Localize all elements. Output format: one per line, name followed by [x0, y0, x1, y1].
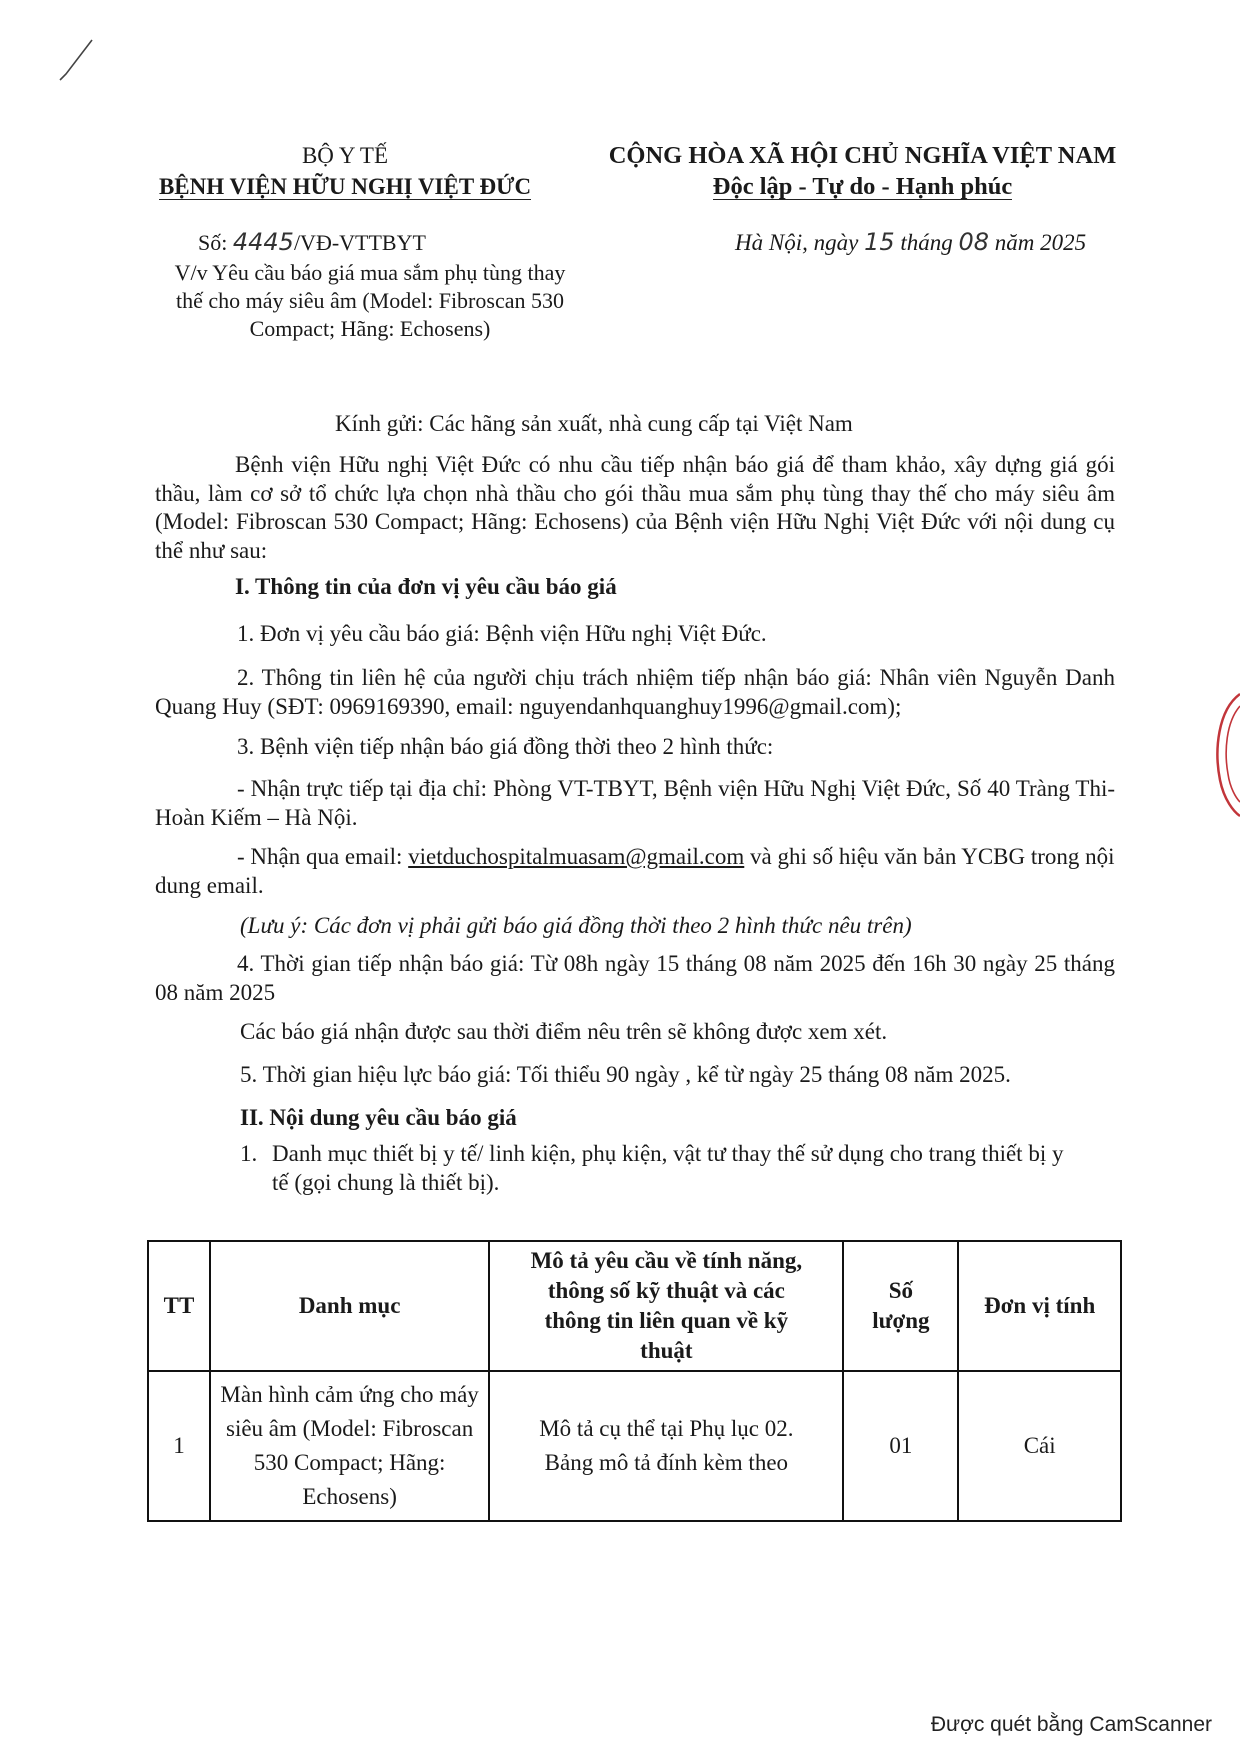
cell-description: Mô tả cụ thể tại Phụ lục 02. Bảng mô tả đính kèm theo: [489, 1371, 843, 1521]
cell-category: Màn hình cảm ứng cho máy siêu âm (Model: Fibroscan 530 Compact; Hãng: Echosens): [210, 1371, 489, 1521]
section-1-note: (Lưu ý: Các đơn vị phải gửi báo giá đồng thời theo 2 hình thức nêu trên): [240, 913, 912, 938]
section-1-item-3a: - Nhận trực tiếp tại địa chỉ: Phòng VT-TBYT, Bệnh viện Hữu Nghị Việt Đức, Số 40 Tràng Thi- Hoàn Kiếm – Hà Nội.: [155, 776, 1115, 830]
recipient-line: Kính gửi: Các hãng sản xuất, nhà cung cấp tại Việt Nam: [335, 411, 853, 436]
nation-title: CỘNG HÒA XÃ HỘI CHỦ NGHĨA VIỆT NAM: [608, 142, 1117, 169]
cell-quantity: 01: [843, 1371, 958, 1521]
procurement-email-link[interactable]: vietduchospitalmuasam@gmail.com: [408, 844, 745, 869]
scanner-watermark: Được quét bằng CamScanner: [930, 1713, 1212, 1736]
section-1-title: I. Thông tin của đơn vị yêu cầu báo giá: [235, 574, 617, 599]
header-unit: Đơn vị tính: [958, 1241, 1121, 1371]
hospital-name-text: BỆNH VIỆN HỮU NGHỊ VIỆT ĐỨC: [158, 174, 532, 199]
section-1-item-3b: [155, 843, 1115, 900]
cell-tt: 1: [148, 1371, 210, 1521]
section-1-item-5: 5. Thời gian hiệu lực báo giá: Tối thiểu 90 ngày , kể từ ngày 25 tháng 08 năm 2025.: [240, 1062, 1011, 1087]
issuer-block: [130, 140, 560, 202]
date-year: năm 2025: [994, 230, 1087, 255]
document-number-handwritten: 4445: [232, 228, 294, 256]
section-2-item-1-number: 1.: [240, 1141, 258, 1166]
red-seal-fragment: [1210, 690, 1240, 820]
national-header: [585, 140, 1140, 202]
cell-unit: Cái: [958, 1371, 1121, 1521]
subject-line: V/v Yêu cầu báo giá mua sắm phụ tùng thay thế cho máy siêu âm (Model: Fibroscan 530 Compact; Hãng: Echosens): [174, 260, 566, 341]
ministry-name: BỘ Y TẾ: [301, 143, 389, 168]
section-1-item-3: 3. Bệnh viện tiếp nhận báo giá đồng thời theo 2 hình thức:: [237, 734, 774, 759]
document-number-suffix: /VĐ-VTTBYT: [293, 230, 426, 255]
pen-mark: [58, 36, 98, 86]
date-day-handwritten: 15: [864, 228, 895, 256]
header-tt: TT: [148, 1241, 210, 1371]
section-1-item-4: 4. Thời gian tiếp nhận báo giá: Từ 08h ngày 15 tháng 08 năm 2025 đến 16h 30 ngày 25 tháng 08 năm 2025: [155, 951, 1115, 1005]
section-2-title: II. Nội dung yêu cầu báo giá: [240, 1105, 517, 1130]
section-1-item-2: 2. Thông tin liên hệ của người chịu trách nhiệm tiếp nhận báo giá: Nhân viên Nguyễn Danh Quang Huy (SĐT: 0969169390, email: nguyendanhquanghuy1996@gmail.com);: [155, 665, 1115, 719]
table-header-row: [148, 1241, 1121, 1371]
items-table: [147, 1240, 1122, 1522]
section-1-item-1: 1. Đơn vị yêu cầu báo giá: Bệnh viện Hữu nghị Việt Đức.: [237, 621, 767, 646]
date-month-handwritten: 08: [958, 228, 990, 256]
header-description: Mô tả yêu cầu về tính năng, thông số kỹ thuật và các thông tin liên quan về kỹ thuật: [489, 1241, 843, 1371]
section-2-item-1: Danh mục thiết bị y tế/ linh kiện, phụ kiện, vật tư thay thế sử dụng cho trang thiết bị y tế (gọi chung là thiết bị).: [272, 1141, 1064, 1195]
table-row: [148, 1371, 1121, 1521]
document-number: [198, 228, 426, 256]
header-quantity: Số lượng: [843, 1241, 958, 1371]
hospital-name: [130, 171, 560, 202]
document-number-label: Số:: [198, 230, 228, 255]
document-date: [735, 228, 1086, 256]
date-prefix: Hà Nội, ngày: [735, 230, 859, 255]
email-suffix: và ghi số hiệu văn bản YCBG trong nội dung email.: [155, 844, 1115, 898]
motto: Độc lập - Tự do - Hạnh phúc: [712, 173, 1013, 200]
date-month-label: tháng: [900, 230, 953, 255]
intro-paragraph: Bệnh viện Hữu nghị Việt Đức có nhu cầu tiếp nhận báo giá để tham khảo, xây dựng giá gói thầu, làm cơ sở tổ chức lựa chọn nhà thầu cho gói thầu mua sắm phụ tùng thay thế cho máy siêu âm (Model: Fibroscan 530 Compact; Hãng: Echosens) của Bệnh viện Hữu Nghị Việt Đức với nội dung cụ thể như sau:: [155, 452, 1115, 563]
email-prefix: - Nhận qua email:: [237, 844, 409, 869]
header-category: Danh mục: [210, 1241, 489, 1371]
section-1-item-4-note: Các báo giá nhận được sau thời điểm nêu trên sẽ không được xem xét.: [240, 1019, 888, 1044]
